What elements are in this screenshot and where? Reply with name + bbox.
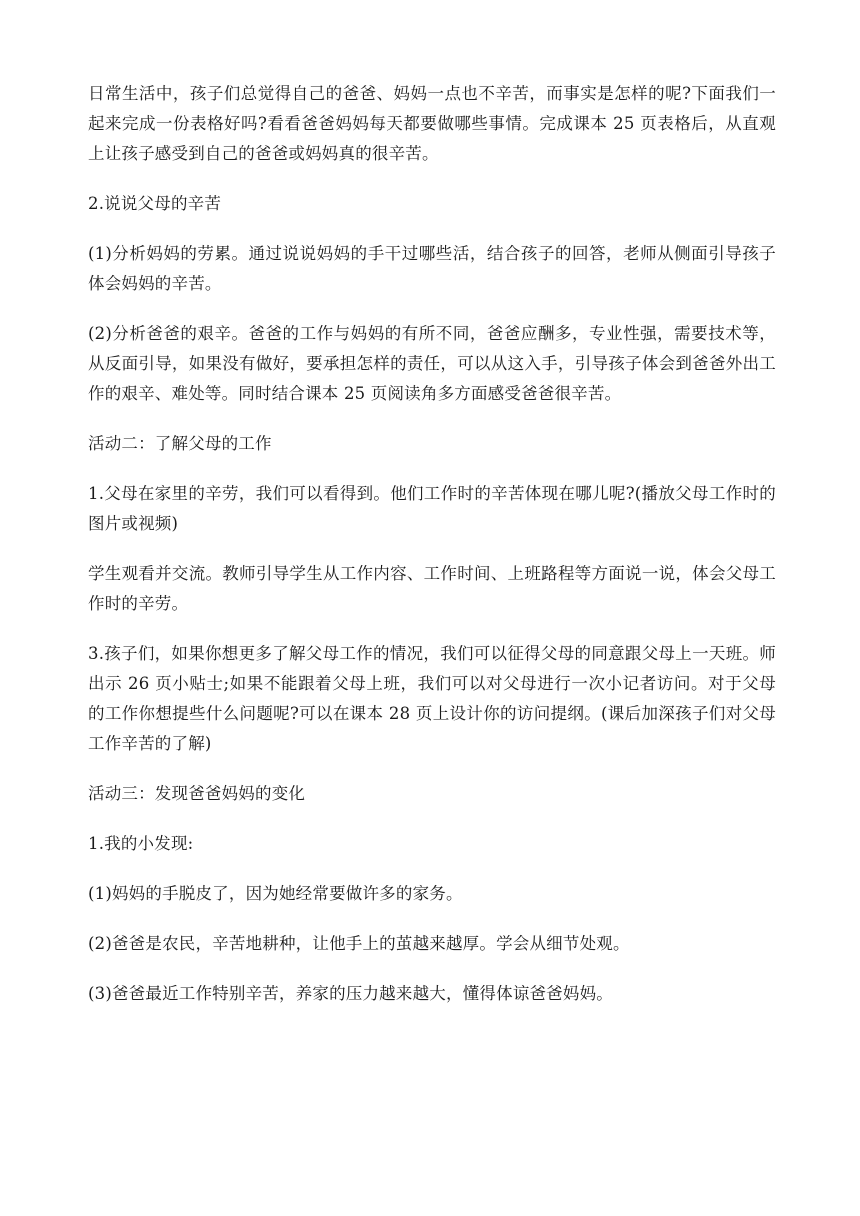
discovery-item-2: (2)爸爸是农民，辛苦地耕种，让他手上的茧越来越厚。学会从细节处观。 <box>88 934 630 953</box>
intro-paragraph: 日常生活中，孩子们总觉得自己的爸爸、妈妈一点也不辛苦，而事实是怎样的呢?下面我们一起来完成一份表格好吗?看看爸爸妈妈每天都要做哪些事情。完成课本 25 页表格后，从直观上让孩子感受到自己的爸爸或妈妈真的很辛苦。 <box>88 84 776 163</box>
paragraph-parents-work: 1.父母在家里的辛劳，我们可以看得到。他们工作时的辛苦体现在哪儿呢?(播放父母工作时的图片或视频) <box>88 484 776 533</box>
my-discovery-heading: 1.我的小发现: <box>88 834 194 853</box>
section-heading-parents-hardship: 2.说说父母的辛苦 <box>88 194 222 213</box>
paragraph-mother-labor: (1)分析妈妈的劳累。通过说说妈妈的手干过哪些活，结合孩子的回答，老师从侧面引导孩子体会妈妈的辛苦。 <box>88 244 776 293</box>
paragraph-father-hardship: (2)分析爸爸的艰辛。爸爸的工作与妈妈的有所不同，爸爸应酬多，专业性强，需要技术等，从反面引导，如果没有做好，要承担怎样的责任，可以从这入手，引导孩子体会到爸爸外出工作的艰辛、难处等。同时结合课本 25 页阅读角多方面感受爸爸很辛苦。 <box>88 324 776 403</box>
activity-three-heading: 活动三：发现爸爸妈妈的变化 <box>88 784 306 803</box>
paragraph-student-discussion: 学生观看并交流。教师引导学生从工作内容、工作时间、上班路程等方面说一说，体会父母工作时的辛劳。 <box>88 564 776 613</box>
paragraph-interview-plan: 3.孩子们，如果你想更多了解父母工作的情况，我们可以征得父母的同意跟父母上一天班。师出示 26 页小贴士;如果不能跟着父母上班，我们可以对父母进行一次小记者访问。对于父母的工作你想提些什么问题呢?可以在课本 28 页上设计你的访问提纲。(课后加深孩子们对父母工作辛苦的了解) <box>88 644 776 753</box>
discovery-item-1: (1)妈妈的手脱皮了，因为她经常要做许多的家务。 <box>88 884 463 903</box>
activity-two-heading: 活动二：了解父母的工作 <box>88 434 272 453</box>
document-page <box>88 79 776 1029</box>
discovery-item-3: (3)爸爸最近工作特别辛苦，养家的压力越来越大，懂得体谅爸爸妈妈。 <box>88 984 613 1003</box>
